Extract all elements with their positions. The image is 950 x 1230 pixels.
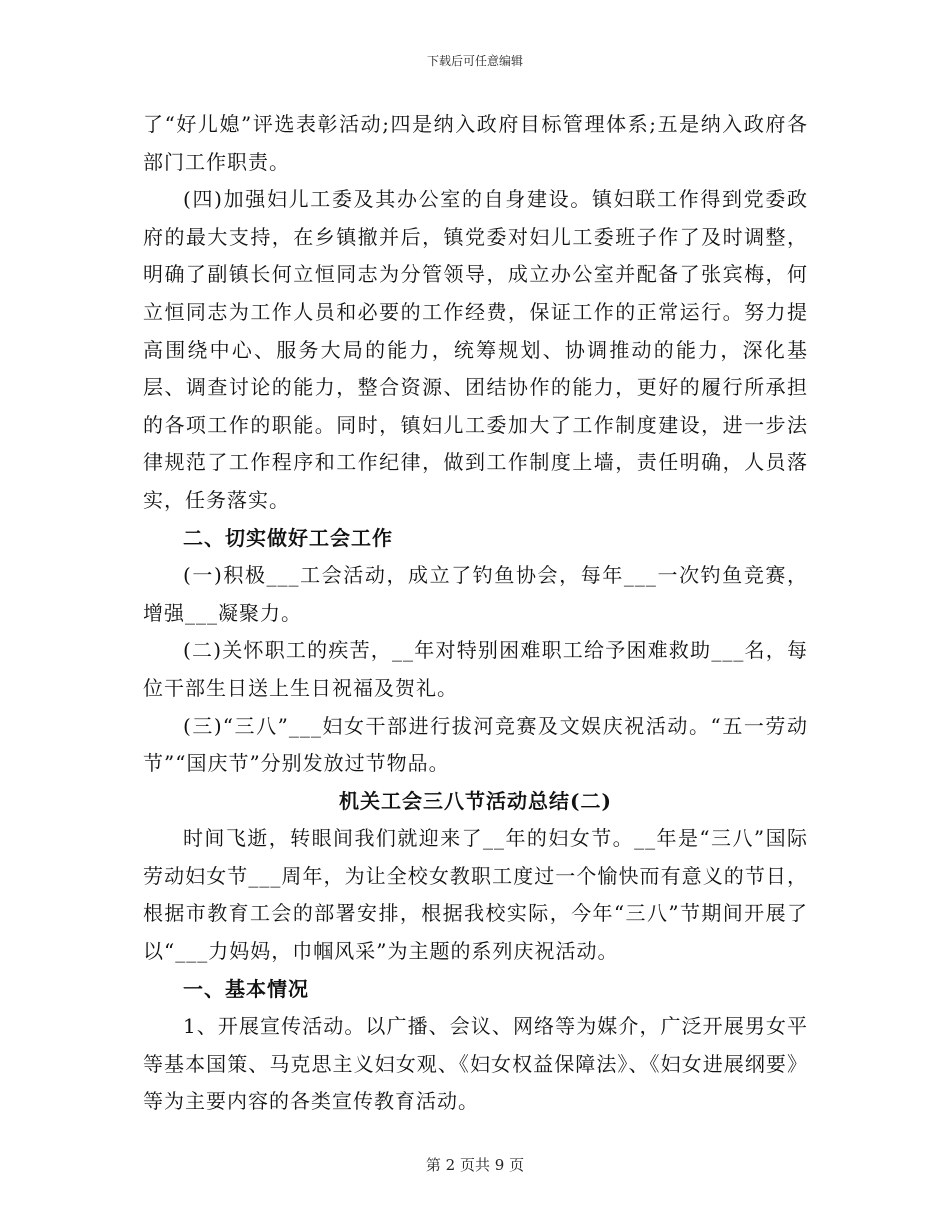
heading-basic-situation: 一、基本情况: [183, 976, 309, 1001]
paragraph-section-4: (四)加强妇儿工委及其办公室的自身建设。镇妇联工作得到党委政府的最大支持，在乡镇撤并后，镇党委对妇儿工委班子作了及时调整，明确了副镇长何立恒同志为分管领导，成立办公室并配备了张宾梅，何立恒同志为工作人员和必要的工作经费，保证工作的正常运行。努力提高围绕中心、服务大局的能力，统筹规划、协调推动的能力，深化基层、调查讨论的能力，整合资源、团结协作的能力，更好的履行所承担的各项工作的职能。同时，镇妇儿工委加大了工作制度建设，进一步法律规范了工作程序和工作纪律，做到工作制度上墙，责任明确，人员落实，任务落实。: [143, 187, 808, 512]
document-body: [143, 106, 808, 1121]
paragraph-item-3: (三)“三八”___妇女干部进行拔河竞赛及文娱庆祝活动。“五一劳动节”“国庆节”分别发放过节物品。: [143, 713, 808, 776]
page-header: 下载后可任意编辑: [426, 54, 523, 68]
paragraph-item-2: (二)关怀职工的疾苦，__年对特别困难职工给予困难救助___名，每位干部生日送上生日祝福及贺礼。: [143, 638, 808, 700]
page-footer: 第 2 页共 9 页: [425, 1156, 525, 1174]
paragraph-intro: 时间飞逝，转眼间我们就迎来了__年的妇女节。__年是“三八”国际劳动妇女节___周年，为让全校女教职工度过一个愉快而有意义的节日，根据市教育工会的部署安排，根据我校实际，今年“三八”节期间开展了以“___力妈妈，巾帼风采”为主题的系列庆祝活动。: [143, 826, 808, 964]
document-title: 机关工会三八节活动总结(二): [339, 788, 612, 813]
paragraph-continuation: 了“好儿媳”评选表彰活动;四是纳入政府目标管理体系;五是纳入政府各部门工作职责。: [143, 112, 808, 174]
paragraph-publicity: 1、开展宣传活动。以广播、会议、网络等为媒介，广泛开展男女平等基本国策、马克思主义妇女观、《妇女权益保障法》、《妇女进展纲要》等为主要内容的各类宣传教育活动。: [143, 1014, 808, 1114]
heading-union-work: 二、切实做好工会工作: [183, 525, 393, 550]
paragraph-item-1: (一)积极___工会活动，成立了钓鱼协会，每年___一次钓鱼竞赛，增强___凝聚力。: [143, 563, 808, 625]
